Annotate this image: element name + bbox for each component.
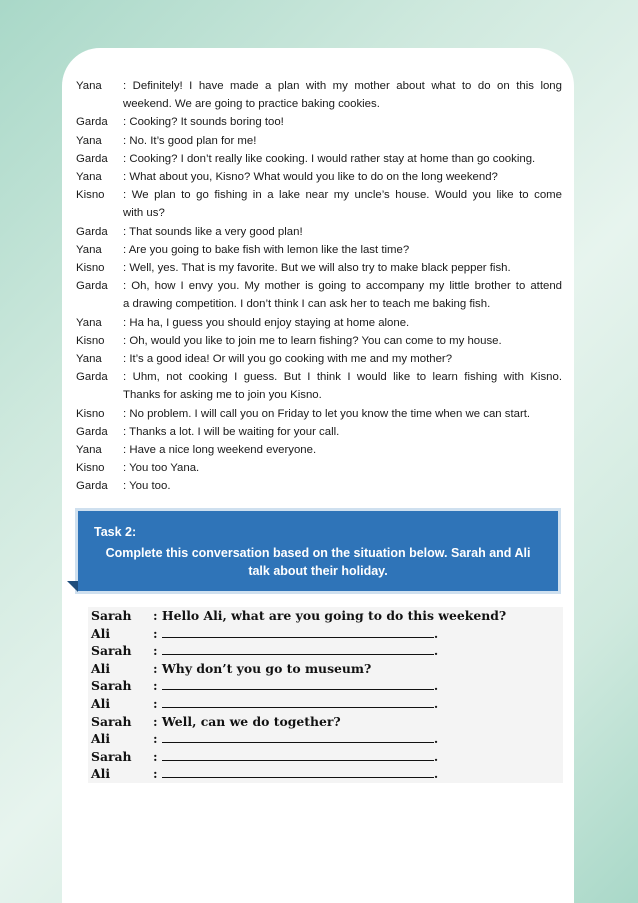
answer-blank[interactable] — [153, 730, 438, 748]
conversation-speaker: Sarah — [91, 643, 132, 659]
speaker-name: Kisno — [76, 189, 105, 202]
dialogue-text: : Definitely! I have made a plan with my mother about what to do on this long — [123, 77, 562, 95]
dialogue-text: : Cooking? It sounds boring too! — [123, 113, 562, 131]
speaker-name: Garda — [76, 280, 108, 293]
dialogue-text: : We plan to go fishing in a lake near my uncle’s house. Would you like to come — [123, 186, 562, 204]
conversation-line — [88, 607, 563, 625]
blank-line[interactable] — [162, 766, 434, 778]
speaker-name — [76, 95, 123, 113]
dialogue-line — [76, 332, 562, 350]
blank-period: . — [433, 695, 439, 711]
dialogue-text: : What about you, Kisno? What would you like to do on the long weekend? — [123, 168, 562, 186]
dialogue-text: weekend. We are going to practice baking cookies. — [123, 98, 380, 111]
dialogue-text: : Well, yes. That is my favorite. But we will also try to make black pepper fish. — [123, 259, 562, 277]
dialogue-text: : Uhm, not cooking I guess. But I think I would like to learn fishing with Kisno. — [123, 368, 562, 386]
blank-line[interactable] — [162, 678, 434, 690]
blank-period: . — [433, 625, 439, 641]
speaker-name: Kisno — [76, 407, 105, 420]
dialogue-line — [76, 186, 562, 204]
answer-blank[interactable] — [153, 765, 438, 783]
speaker-name: Kisno — [76, 334, 105, 347]
speaker-name — [76, 386, 123, 404]
speaker-name: Garda — [76, 116, 108, 129]
speaker-name: Garda — [76, 371, 108, 384]
dialogue-line — [76, 259, 562, 277]
speaker-name: Yana — [76, 243, 102, 256]
answer-blank[interactable] — [153, 625, 438, 643]
dialogue-line — [76, 314, 562, 332]
dialogue-text: : You too Yana. — [123, 459, 562, 477]
task-instructions — [94, 544, 542, 580]
dialogue-line — [76, 204, 562, 222]
conversation-speaker: Sarah — [91, 608, 132, 623]
blank-period: . — [433, 643, 439, 659]
dialogue-text: Thanks for asking me to join you Kisno. — [123, 389, 322, 402]
conversation-line — [88, 660, 563, 678]
dialogue-line — [76, 95, 562, 113]
conversation-speaker: Ali — [91, 695, 111, 711]
dialogue-line — [76, 241, 562, 259]
answer-blank[interactable] — [153, 695, 438, 713]
speaker-name: Garda — [76, 225, 108, 238]
task-banner — [75, 508, 561, 594]
blank-line[interactable] — [162, 731, 434, 743]
dialogue-text: : Have a nice long weekend everyone. — [123, 441, 562, 459]
dialogue-text: : Thanks a lot. I will be waiting for your call. — [123, 423, 562, 441]
task-title: Task 2: — [94, 525, 137, 539]
answer-blank[interactable] — [153, 748, 438, 766]
blank-line[interactable] — [162, 696, 434, 708]
conversation-line — [88, 730, 563, 748]
dialogue-text: : Oh, would you like to join me to learn fishing? You can come to my house. — [123, 332, 562, 350]
speaker-name: Yana — [76, 353, 102, 366]
dialogue-line — [76, 113, 562, 131]
conversation-line — [88, 713, 563, 731]
conversation-line — [88, 677, 563, 695]
speaker-name: Yana — [76, 134, 102, 147]
conversation-speaker: Sarah — [91, 713, 132, 729]
speaker-name — [76, 295, 123, 313]
dialogue-line — [76, 477, 562, 495]
speaker-name — [76, 204, 123, 222]
conversation-line — [88, 765, 563, 783]
conversation-speaker: Ali — [91, 625, 111, 641]
conversation-line — [88, 695, 563, 713]
task-instructions-line-2: talk about their holiday. — [248, 564, 388, 578]
dialogue-line — [76, 368, 562, 386]
dialogue-line — [76, 150, 562, 168]
dialogue-line — [76, 405, 562, 423]
speaker-name: Garda — [76, 425, 108, 438]
blank-period: . — [433, 731, 439, 747]
speaker-name: Kisno — [76, 262, 105, 275]
blank-period: . — [433, 678, 439, 694]
dialogue-text: with us? — [123, 207, 165, 220]
blank-period: . — [433, 748, 439, 764]
dialogue-text: : No problem. I will call you on Friday to let you know the time when we can start. — [123, 405, 562, 423]
blank-line[interactable] — [162, 749, 434, 761]
dialogue-line — [76, 277, 562, 295]
dialogue-line — [76, 77, 562, 95]
conversation-line — [88, 642, 563, 660]
speaker-name: Yana — [76, 171, 102, 184]
dialogue-text: a drawing competition. I don’t think I can ask her to teach me baking fish. — [123, 298, 491, 311]
blank-line[interactable] — [162, 626, 434, 638]
speaker-name: Garda — [76, 480, 108, 493]
blank-line[interactable] — [162, 643, 434, 655]
conversation-speaker: Ali — [91, 731, 111, 747]
speaker-name: Yana — [76, 80, 102, 92]
conversation-speaker: Sarah — [91, 678, 132, 694]
conversation-speaker: Sarah — [91, 748, 132, 764]
conversation-speaker: Ali — [91, 660, 111, 676]
speaker-name: Yana — [76, 444, 102, 457]
dialogue-line — [76, 223, 562, 241]
conversation-line — [88, 625, 563, 643]
dialogue-line — [76, 168, 562, 186]
dialogue-text: : Oh, how I envy you. My mother is going to accompany my little brother to attend — [123, 277, 562, 295]
dialogue-line — [76, 423, 562, 441]
dialogue-line — [76, 386, 562, 404]
conversation-text: : Why don’t you go to museum? — [153, 660, 371, 678]
speaker-name: Kisno — [76, 462, 105, 475]
dialogue-text: : It’s a good idea! Or will you go cooking with me and my mother? — [123, 350, 562, 368]
answer-blank[interactable] — [153, 677, 438, 695]
speaker-name: Yana — [76, 316, 102, 329]
dialogue-text: : That sounds like a very good plan! — [123, 223, 562, 241]
speaker-name: Garda — [76, 152, 108, 165]
conversation-exercise — [88, 607, 563, 783]
banner-fold — [67, 581, 78, 592]
conversation-text: : Hello Ali, what are you going to do this weekend? — [153, 607, 506, 625]
conversation-line — [88, 748, 563, 766]
dialogue-line — [76, 459, 562, 477]
blank-period: . — [433, 766, 439, 782]
conversation-text: : Well, can we do together? — [153, 713, 341, 731]
answer-blank[interactable] — [153, 642, 438, 660]
dialogue-text: : Cooking? I don’t really like cooking. I would rather stay at home than go cooking. — [123, 150, 562, 168]
dialogue-section — [76, 77, 562, 496]
dialogue-line — [76, 132, 562, 150]
task-instructions-line-1: Complete this conversation based on the situation below. Sarah and Ali — [105, 546, 531, 560]
dialogue-text: : Are you going to bake fish with lemon like the last time? — [123, 241, 562, 259]
dialogue-line — [76, 441, 562, 459]
dialogue-text: : You too. — [123, 477, 562, 495]
conversation-speaker: Ali — [91, 766, 111, 782]
dialogue-text: : Ha ha, I guess you should enjoy staying at home alone. — [123, 314, 562, 332]
dialogue-line — [76, 350, 562, 368]
dialogue-text: : No. It’s good plan for me! — [123, 132, 562, 150]
dialogue-line — [76, 295, 562, 313]
